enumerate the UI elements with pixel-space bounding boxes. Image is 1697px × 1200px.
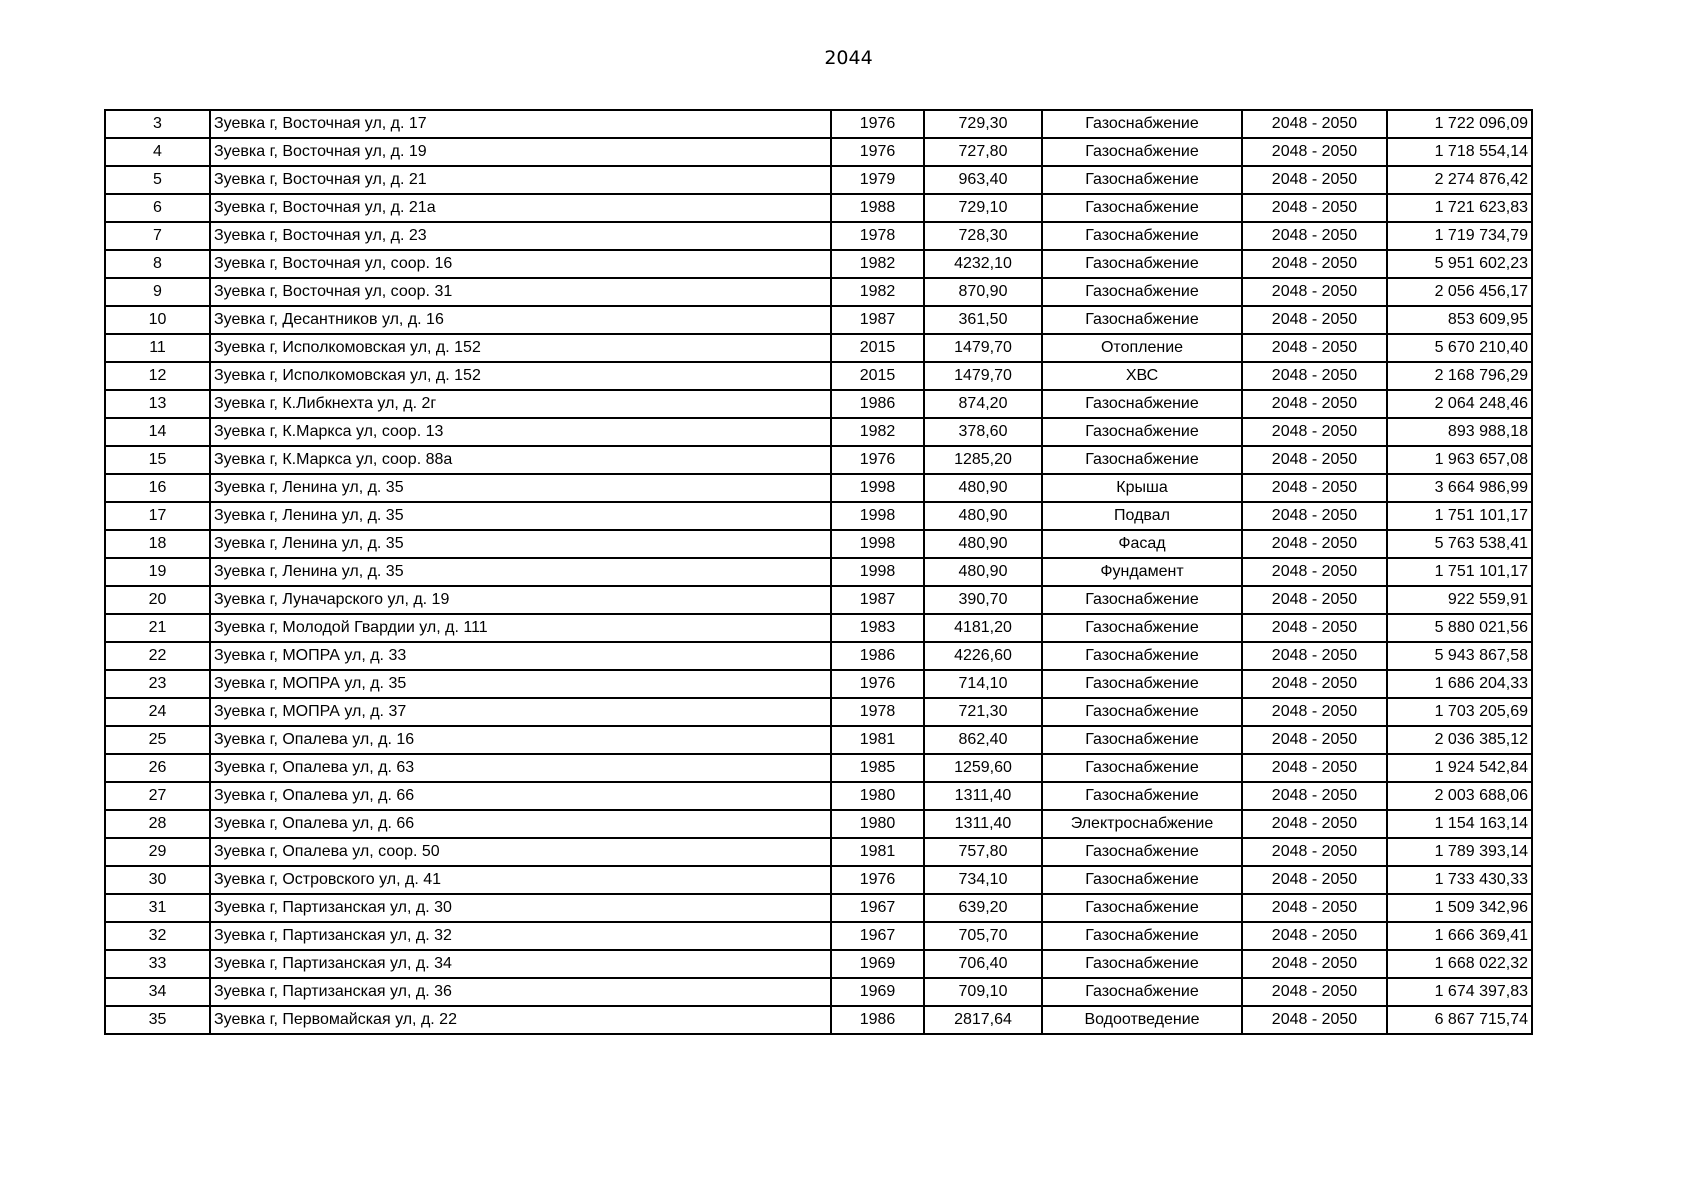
address-cell: Зуевка г, Восточная ул, соор. 31	[210, 278, 831, 306]
table-row	[105, 166, 1532, 194]
work-type-cell: Газоснабжение	[1042, 110, 1242, 138]
area-cell: 480,90	[924, 530, 1042, 558]
year-built-cell: 1982	[831, 418, 924, 446]
period-cell: 2048 - 2050	[1242, 782, 1387, 810]
cost-cell: 3 664 986,99	[1387, 474, 1532, 502]
table-row	[105, 250, 1532, 278]
year-built-cell: 1981	[831, 726, 924, 754]
year-built-cell: 1985	[831, 754, 924, 782]
address-cell: Зуевка г, Ленина ул, д. 35	[210, 558, 831, 586]
row-number-cell: 31	[105, 894, 210, 922]
address-cell: Зуевка г, Исполкомовская ул, д. 152	[210, 334, 831, 362]
cost-cell: 2 064 248,46	[1387, 390, 1532, 418]
address-cell: Зуевка г, МОПРА ул, д. 37	[210, 698, 831, 726]
period-cell: 2048 - 2050	[1242, 866, 1387, 894]
period-cell: 2048 - 2050	[1242, 670, 1387, 698]
table-row	[105, 922, 1532, 950]
period-cell: 2048 - 2050	[1242, 194, 1387, 222]
table-row	[105, 194, 1532, 222]
address-cell: Зуевка г, Молодой Гвардии ул, д. 111	[210, 614, 831, 642]
work-type-cell: Газоснабжение	[1042, 194, 1242, 222]
area-cell: 729,30	[924, 110, 1042, 138]
year-built-cell: 1978	[831, 222, 924, 250]
row-number-cell: 12	[105, 362, 210, 390]
address-cell: Зуевка г, Опалева ул, д. 66	[210, 810, 831, 838]
area-cell: 721,30	[924, 698, 1042, 726]
work-type-cell: Газоснабжение	[1042, 250, 1242, 278]
row-number-cell: 29	[105, 838, 210, 866]
row-number-cell: 13	[105, 390, 210, 418]
year-built-cell: 1969	[831, 950, 924, 978]
table-row	[105, 418, 1532, 446]
work-type-cell: Газоснабжение	[1042, 670, 1242, 698]
work-type-cell: Отопление	[1042, 334, 1242, 362]
year-built-cell: 1998	[831, 558, 924, 586]
period-cell: 2048 - 2050	[1242, 950, 1387, 978]
area-cell: 870,90	[924, 278, 1042, 306]
table-row	[105, 838, 1532, 866]
period-cell: 2048 - 2050	[1242, 586, 1387, 614]
year-built-cell: 1998	[831, 530, 924, 558]
address-cell: Зуевка г, Партизанская ул, д. 32	[210, 922, 831, 950]
cost-cell: 1 751 101,17	[1387, 502, 1532, 530]
period-cell: 2048 - 2050	[1242, 474, 1387, 502]
period-cell: 2048 - 2050	[1242, 278, 1387, 306]
area-cell: 963,40	[924, 166, 1042, 194]
cost-cell: 2 036 385,12	[1387, 726, 1532, 754]
area-cell: 1479,70	[924, 334, 1042, 362]
cost-cell: 2 056 456,17	[1387, 278, 1532, 306]
cost-cell: 1 703 205,69	[1387, 698, 1532, 726]
period-cell: 2048 - 2050	[1242, 614, 1387, 642]
cost-cell: 1 789 393,14	[1387, 838, 1532, 866]
work-type-cell: Газоснабжение	[1042, 698, 1242, 726]
period-cell: 2048 - 2050	[1242, 166, 1387, 194]
cost-cell: 1 963 657,08	[1387, 446, 1532, 474]
period-cell: 2048 - 2050	[1242, 1006, 1387, 1034]
period-cell: 2048 - 2050	[1242, 726, 1387, 754]
row-number-cell: 14	[105, 418, 210, 446]
period-cell: 2048 - 2050	[1242, 530, 1387, 558]
cost-cell: 1 751 101,17	[1387, 558, 1532, 586]
cost-cell: 1 719 734,79	[1387, 222, 1532, 250]
work-type-cell: Газоснабжение	[1042, 866, 1242, 894]
work-type-cell: Водоотведение	[1042, 1006, 1242, 1034]
cost-cell: 5 670 210,40	[1387, 334, 1532, 362]
cost-cell: 1 722 096,09	[1387, 110, 1532, 138]
table-row	[105, 950, 1532, 978]
table-row	[105, 334, 1532, 362]
year-built-cell: 1976	[831, 866, 924, 894]
cost-cell: 1 674 397,83	[1387, 978, 1532, 1006]
table-row	[105, 642, 1532, 670]
area-cell: 2817,64	[924, 1006, 1042, 1034]
row-number-cell: 24	[105, 698, 210, 726]
year-built-cell: 1982	[831, 250, 924, 278]
table-row	[105, 978, 1532, 1006]
year-built-cell: 1986	[831, 1006, 924, 1034]
area-cell: 862,40	[924, 726, 1042, 754]
work-type-cell: Газоснабжение	[1042, 642, 1242, 670]
work-type-cell: Подвал	[1042, 502, 1242, 530]
cost-cell: 1 686 204,33	[1387, 670, 1532, 698]
year-built-cell: 1976	[831, 110, 924, 138]
area-cell: 1259,60	[924, 754, 1042, 782]
year-built-cell: 1983	[831, 614, 924, 642]
row-number-cell: 21	[105, 614, 210, 642]
address-cell: Зуевка г, Десантников ул, д. 16	[210, 306, 831, 334]
work-type-cell: Газоснабжение	[1042, 894, 1242, 922]
year-built-cell: 1978	[831, 698, 924, 726]
address-cell: Зуевка г, К.Маркса ул, соор. 88а	[210, 446, 831, 474]
work-type-cell: Фасад	[1042, 530, 1242, 558]
address-cell: Зуевка г, Опалева ул, д. 16	[210, 726, 831, 754]
work-type-cell: Газоснабжение	[1042, 922, 1242, 950]
row-number-cell: 27	[105, 782, 210, 810]
row-number-cell: 8	[105, 250, 210, 278]
area-cell: 705,70	[924, 922, 1042, 950]
area-cell: 4232,10	[924, 250, 1042, 278]
period-cell: 2048 - 2050	[1242, 138, 1387, 166]
address-cell: Зуевка г, МОПРА ул, д. 33	[210, 642, 831, 670]
table-row	[105, 502, 1532, 530]
year-built-cell: 2015	[831, 334, 924, 362]
year-built-cell: 1981	[831, 838, 924, 866]
table-row	[105, 390, 1532, 418]
year-built-cell: 1987	[831, 306, 924, 334]
cost-cell: 5 880 021,56	[1387, 614, 1532, 642]
table-row	[105, 530, 1532, 558]
year-built-cell: 1979	[831, 166, 924, 194]
row-number-cell: 18	[105, 530, 210, 558]
address-cell: Зуевка г, Партизанская ул, д. 36	[210, 978, 831, 1006]
work-type-cell: Газоснабжение	[1042, 782, 1242, 810]
year-built-cell: 1969	[831, 978, 924, 1006]
row-number-cell: 34	[105, 978, 210, 1006]
period-cell: 2048 - 2050	[1242, 558, 1387, 586]
row-number-cell: 28	[105, 810, 210, 838]
area-cell: 709,10	[924, 978, 1042, 1006]
address-cell: Зуевка г, Восточная ул, д. 17	[210, 110, 831, 138]
address-cell: Зуевка г, Опалева ул, д. 63	[210, 754, 831, 782]
area-cell: 480,90	[924, 558, 1042, 586]
work-type-cell: ХВС	[1042, 362, 1242, 390]
row-number-cell: 5	[105, 166, 210, 194]
work-type-cell: Газоснабжение	[1042, 614, 1242, 642]
period-cell: 2048 - 2050	[1242, 334, 1387, 362]
period-cell: 2048 - 2050	[1242, 922, 1387, 950]
year-built-cell: 1976	[831, 670, 924, 698]
work-type-cell: Газоснабжение	[1042, 166, 1242, 194]
area-cell: 639,20	[924, 894, 1042, 922]
work-type-cell: Фундамент	[1042, 558, 1242, 586]
cost-cell: 5 763 538,41	[1387, 530, 1532, 558]
address-cell: Зуевка г, Восточная ул, д. 23	[210, 222, 831, 250]
area-cell: 874,20	[924, 390, 1042, 418]
table-row	[105, 278, 1532, 306]
work-type-cell: Газоснабжение	[1042, 838, 1242, 866]
work-type-cell: Газоснабжение	[1042, 754, 1242, 782]
table-row	[105, 306, 1532, 334]
cost-cell: 6 867 715,74	[1387, 1006, 1532, 1034]
area-cell: 729,10	[924, 194, 1042, 222]
work-type-cell: Газоснабжение	[1042, 978, 1242, 1006]
cost-cell: 1 718 554,14	[1387, 138, 1532, 166]
year-built-cell: 1967	[831, 894, 924, 922]
cost-cell: 1 721 623,83	[1387, 194, 1532, 222]
address-cell: Зуевка г, Ленина ул, д. 35	[210, 502, 831, 530]
row-number-cell: 32	[105, 922, 210, 950]
row-number-cell: 17	[105, 502, 210, 530]
work-type-cell: Газоснабжение	[1042, 950, 1242, 978]
year-built-cell: 1967	[831, 922, 924, 950]
period-cell: 2048 - 2050	[1242, 698, 1387, 726]
work-type-cell: Газоснабжение	[1042, 446, 1242, 474]
cost-cell: 893 988,18	[1387, 418, 1532, 446]
cost-cell: 1 924 542,84	[1387, 754, 1532, 782]
year-built-cell: 1986	[831, 642, 924, 670]
period-cell: 2048 - 2050	[1242, 894, 1387, 922]
row-number-cell: 33	[105, 950, 210, 978]
cost-cell: 853 609,95	[1387, 306, 1532, 334]
period-cell: 2048 - 2050	[1242, 390, 1387, 418]
cost-cell: 922 559,91	[1387, 586, 1532, 614]
area-cell: 1311,40	[924, 782, 1042, 810]
table-row	[105, 810, 1532, 838]
area-cell: 480,90	[924, 502, 1042, 530]
address-cell: Зуевка г, Ленина ул, д. 35	[210, 474, 831, 502]
period-cell: 2048 - 2050	[1242, 110, 1387, 138]
cost-cell: 1 668 022,32	[1387, 950, 1532, 978]
year-built-cell: 1976	[831, 138, 924, 166]
cost-cell: 1 733 430,33	[1387, 866, 1532, 894]
work-type-cell: Газоснабжение	[1042, 138, 1242, 166]
row-number-cell: 7	[105, 222, 210, 250]
table-body	[105, 110, 1532, 1034]
period-cell: 2048 - 2050	[1242, 978, 1387, 1006]
work-type-cell: Газоснабжение	[1042, 222, 1242, 250]
area-cell: 4226,60	[924, 642, 1042, 670]
work-type-cell: Крыша	[1042, 474, 1242, 502]
address-cell: Зуевка г, Восточная ул, д. 19	[210, 138, 831, 166]
period-cell: 2048 - 2050	[1242, 642, 1387, 670]
cost-cell: 1 509 342,96	[1387, 894, 1532, 922]
area-cell: 734,10	[924, 866, 1042, 894]
work-type-cell: Газоснабжение	[1042, 390, 1242, 418]
table-row	[105, 614, 1532, 642]
address-cell: Зуевка г, Островского ул, д. 41	[210, 866, 831, 894]
period-cell: 2048 - 2050	[1242, 838, 1387, 866]
address-cell: Зуевка г, Восточная ул, д. 21	[210, 166, 831, 194]
row-number-cell: 16	[105, 474, 210, 502]
area-cell: 480,90	[924, 474, 1042, 502]
period-cell: 2048 - 2050	[1242, 810, 1387, 838]
year-built-cell: 1987	[831, 586, 924, 614]
table-row	[105, 894, 1532, 922]
row-number-cell: 35	[105, 1006, 210, 1034]
area-cell: 1311,40	[924, 810, 1042, 838]
table-row	[105, 110, 1532, 138]
table-row	[105, 446, 1532, 474]
table-row	[105, 558, 1532, 586]
repair-schedule-table	[104, 109, 1533, 1035]
address-cell: Зуевка г, К.Маркса ул, соор. 13	[210, 418, 831, 446]
table-row	[105, 474, 1532, 502]
year-built-cell: 1980	[831, 782, 924, 810]
row-number-cell: 22	[105, 642, 210, 670]
row-number-cell: 25	[105, 726, 210, 754]
area-cell: 757,80	[924, 838, 1042, 866]
address-cell: Зуевка г, Восточная ул, д. 21а	[210, 194, 831, 222]
period-cell: 2048 - 2050	[1242, 362, 1387, 390]
address-cell: Зуевка г, Восточная ул, соор. 16	[210, 250, 831, 278]
row-number-cell: 23	[105, 670, 210, 698]
period-cell: 2048 - 2050	[1242, 222, 1387, 250]
period-cell: 2048 - 2050	[1242, 446, 1387, 474]
area-cell: 714,10	[924, 670, 1042, 698]
cost-cell: 5 951 602,23	[1387, 250, 1532, 278]
row-number-cell: 4	[105, 138, 210, 166]
year-built-cell: 1976	[831, 446, 924, 474]
area-cell: 728,30	[924, 222, 1042, 250]
table-row	[105, 670, 1532, 698]
address-cell: Зуевка г, Ленина ул, д. 35	[210, 530, 831, 558]
cost-cell: 5 943 867,58	[1387, 642, 1532, 670]
row-number-cell: 30	[105, 866, 210, 894]
address-cell: Зуевка г, Партизанская ул, д. 34	[210, 950, 831, 978]
row-number-cell: 11	[105, 334, 210, 362]
address-cell: Зуевка г, Опалева ул, соор. 50	[210, 838, 831, 866]
cost-cell: 2 003 688,06	[1387, 782, 1532, 810]
work-type-cell: Газоснабжение	[1042, 586, 1242, 614]
period-cell: 2048 - 2050	[1242, 754, 1387, 782]
row-number-cell: 26	[105, 754, 210, 782]
period-cell: 2048 - 2050	[1242, 250, 1387, 278]
row-number-cell: 3	[105, 110, 210, 138]
area-cell: 1285,20	[924, 446, 1042, 474]
period-cell: 2048 - 2050	[1242, 306, 1387, 334]
table-row	[105, 866, 1532, 894]
table-row	[105, 754, 1532, 782]
area-cell: 706,40	[924, 950, 1042, 978]
row-number-cell: 20	[105, 586, 210, 614]
area-cell: 390,70	[924, 586, 1042, 614]
cost-cell: 2 168 796,29	[1387, 362, 1532, 390]
row-number-cell: 9	[105, 278, 210, 306]
cost-cell: 2 274 876,42	[1387, 166, 1532, 194]
period-cell: 2048 - 2050	[1242, 418, 1387, 446]
row-number-cell: 6	[105, 194, 210, 222]
row-number-cell: 10	[105, 306, 210, 334]
work-type-cell: Газоснабжение	[1042, 278, 1242, 306]
row-number-cell: 19	[105, 558, 210, 586]
address-cell: Зуевка г, К.Либкнехта ул, д. 2г	[210, 390, 831, 418]
page-number: 2044	[824, 47, 873, 69]
address-cell: Зуевка г, МОПРА ул, д. 35	[210, 670, 831, 698]
area-cell: 727,80	[924, 138, 1042, 166]
work-type-cell: Газоснабжение	[1042, 726, 1242, 754]
address-cell: Зуевка г, Луначарского ул, д. 19	[210, 586, 831, 614]
row-number-cell: 15	[105, 446, 210, 474]
year-built-cell: 1998	[831, 474, 924, 502]
cost-cell: 1 154 163,14	[1387, 810, 1532, 838]
year-built-cell: 2015	[831, 362, 924, 390]
work-type-cell: Газоснабжение	[1042, 418, 1242, 446]
year-built-cell: 1986	[831, 390, 924, 418]
area-cell: 378,60	[924, 418, 1042, 446]
table-row	[105, 782, 1532, 810]
cost-cell: 1 666 369,41	[1387, 922, 1532, 950]
work-type-cell: Газоснабжение	[1042, 306, 1242, 334]
table-row	[105, 222, 1532, 250]
area-cell: 4181,20	[924, 614, 1042, 642]
table-row	[105, 362, 1532, 390]
year-built-cell: 1988	[831, 194, 924, 222]
area-cell: 1479,70	[924, 362, 1042, 390]
area-cell: 361,50	[924, 306, 1042, 334]
table-row	[105, 698, 1532, 726]
table-row	[105, 1006, 1532, 1034]
address-cell: Зуевка г, Первомайская ул, д. 22	[210, 1006, 831, 1034]
work-type-cell: Электроснабжение	[1042, 810, 1242, 838]
address-cell: Зуевка г, Опалева ул, д. 66	[210, 782, 831, 810]
table-row	[105, 726, 1532, 754]
table-row	[105, 586, 1532, 614]
address-cell: Зуевка г, Исполкомовская ул, д. 152	[210, 362, 831, 390]
address-cell: Зуевка г, Партизанская ул, д. 30	[210, 894, 831, 922]
year-built-cell: 1998	[831, 502, 924, 530]
year-built-cell: 1982	[831, 278, 924, 306]
year-built-cell: 1980	[831, 810, 924, 838]
table-row	[105, 138, 1532, 166]
period-cell: 2048 - 2050	[1242, 502, 1387, 530]
